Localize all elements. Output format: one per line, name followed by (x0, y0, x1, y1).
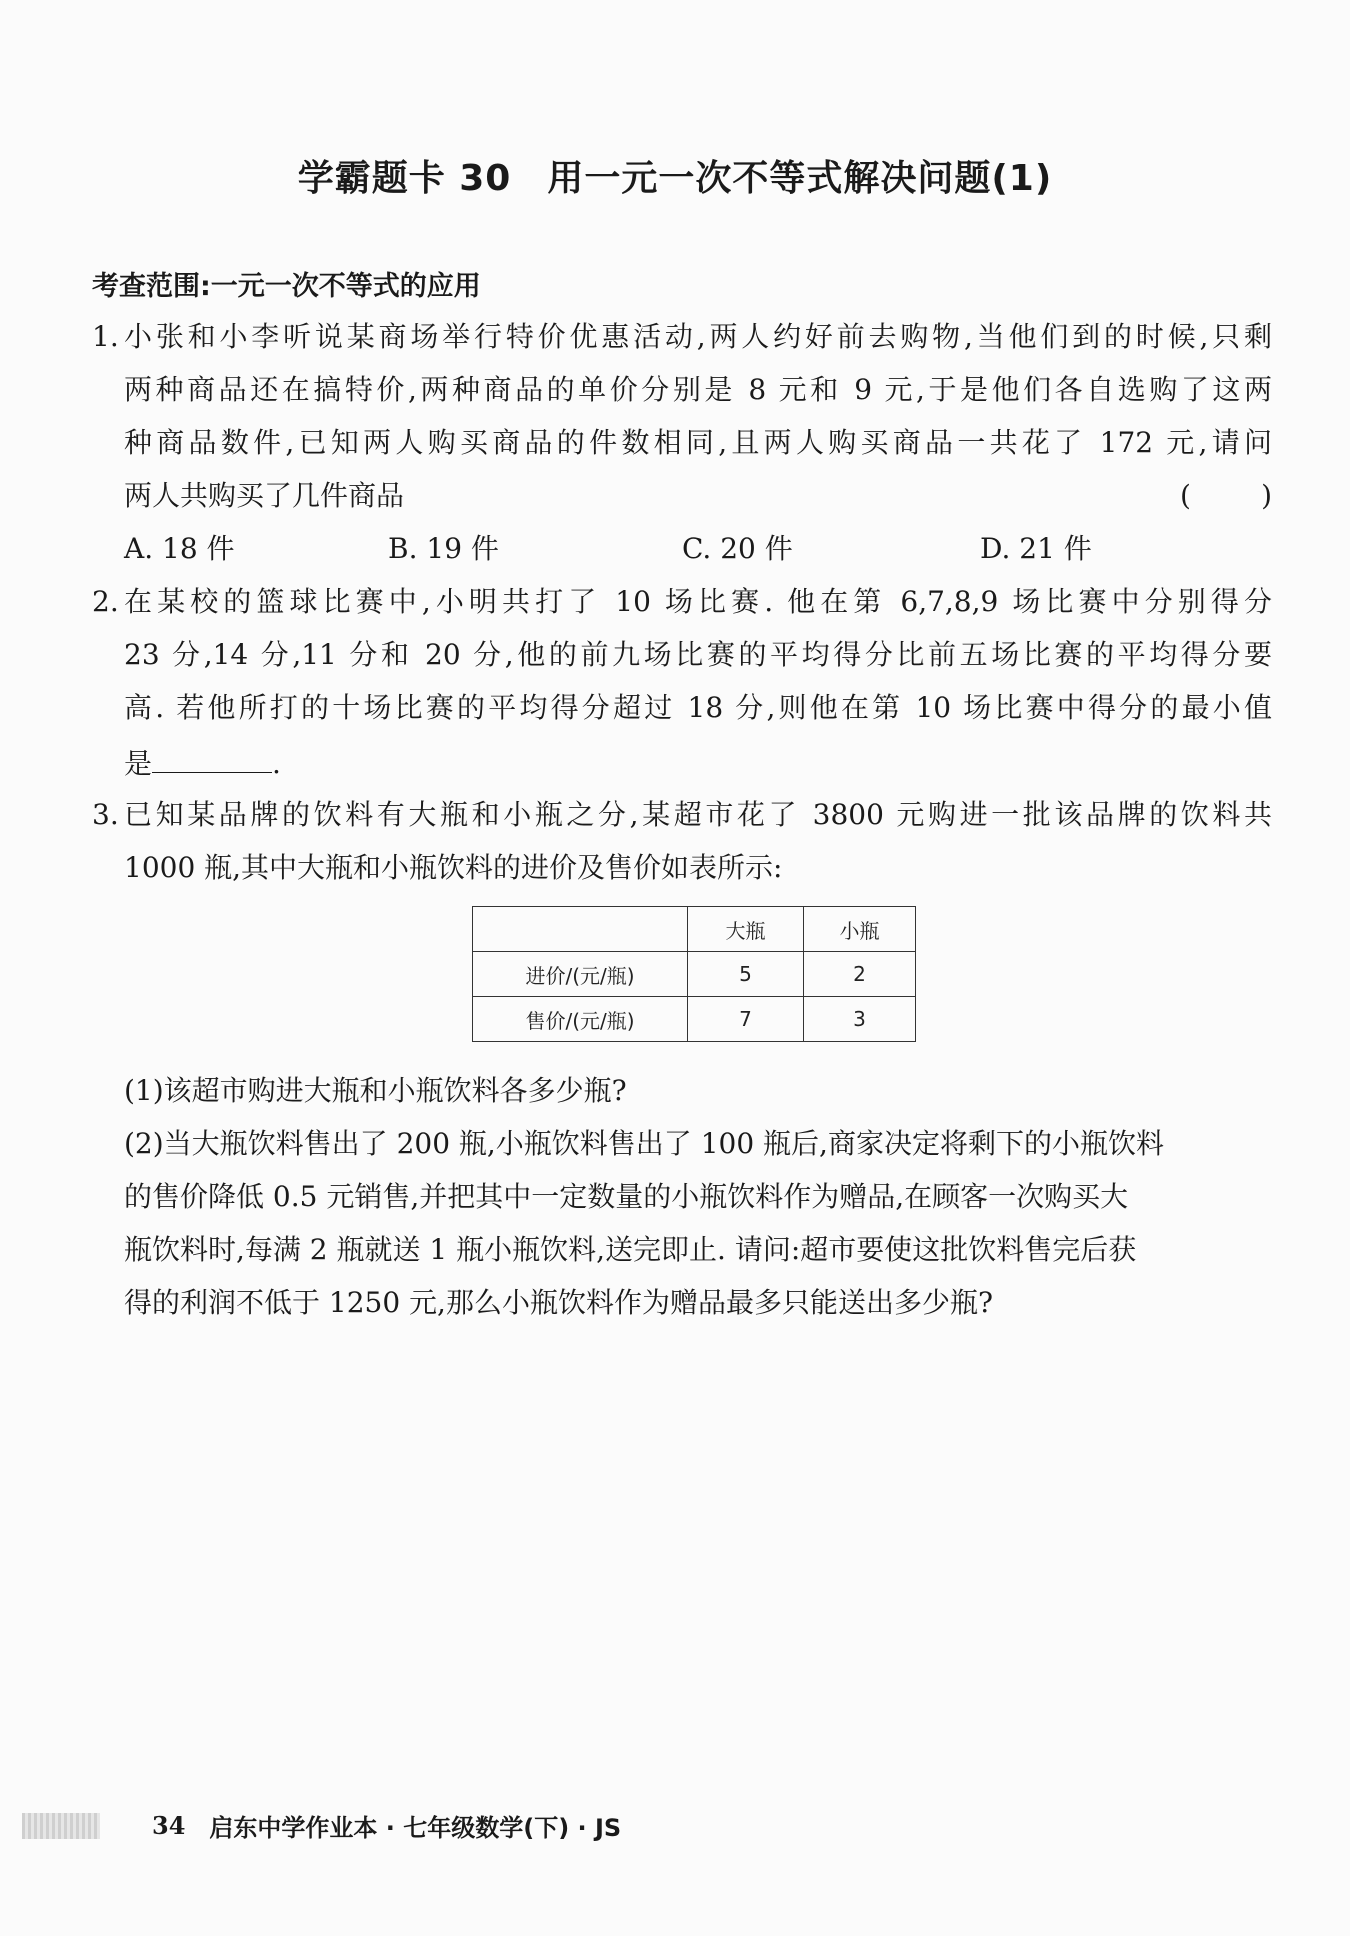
question-line-last (92, 734, 1272, 790)
page-title (0, 150, 1350, 201)
question-line: 1000 瓶,其中大瓶和小瓶饮料的进价及售价如表所示: (124, 851, 783, 884)
question-number: 2. (92, 585, 119, 618)
sub-question-1: (1)该超市购进大瓶和小瓶饮料各多少瓶? (124, 1074, 627, 1107)
answer-parentheses[interactable] (1180, 469, 1272, 522)
option-d[interactable]: D. 21 件 (980, 532, 1092, 565)
price-table (472, 906, 916, 1042)
paren-open: ( (1180, 479, 1191, 512)
answer-blank[interactable] (152, 734, 272, 773)
option-c[interactable]: C. 20 件 (682, 532, 793, 565)
title-card: 学霸题卡 30 (297, 158, 512, 199)
question-3 (92, 788, 1272, 894)
table-header-cell: 小瓶 (804, 907, 916, 952)
question-line: 高. 若他所打的十场比赛的平均得分超过 18 分,则他在第 10 场比赛中得分的最小值 (124, 691, 1272, 724)
sub-question-2 (124, 1117, 1272, 1329)
table-row (473, 952, 916, 997)
question-line: 是 (124, 747, 153, 780)
question-line: 的售价降低 0.5 元销售,并把其中一定数量的小瓶饮料作为赠品,在顾客一次购买大 (124, 1180, 1129, 1213)
table-header-row (473, 907, 916, 952)
question-line: 种商品数件,已知两人购买商品的件数相同,且两人购买商品一共花了 172 元,请问 (124, 426, 1272, 459)
question-line-last (92, 469, 1272, 522)
question-line: 瓶饮料时,每满 2 瓶就送 1 瓶小瓶饮料,送完即止. 请问:超市要使这批饮料售完后获 (124, 1233, 1137, 1266)
question-number: 3. (92, 798, 119, 831)
table-cell: 5 (688, 952, 804, 997)
page-number: 34 (152, 1811, 186, 1840)
table-header-cell (473, 907, 688, 952)
option-a[interactable]: A. 18 件 (124, 532, 235, 565)
paren-close: ) (1261, 479, 1272, 512)
option-b[interactable]: B. 19 件 (388, 532, 499, 565)
table-header-cell: 大瓶 (688, 907, 804, 952)
title-topic: 用一元一次不等式解决问题(1) (547, 158, 1053, 199)
table-cell: 进价/(元/瓶) (473, 952, 688, 997)
question-line-end: . (272, 747, 281, 780)
question-2 (92, 575, 1272, 790)
table-cell: 2 (804, 952, 916, 997)
table-cell: 售价/(元/瓶) (473, 997, 688, 1042)
page-footer (22, 1808, 621, 1843)
table-cell: 7 (688, 997, 804, 1042)
question-line: 两人共购买了几件商品 (124, 479, 405, 512)
question-line: 已知某品牌的饮料有大瓶和小瓶之分,某超市花了 3800 元购进一批该品牌的饮料共 (124, 798, 1272, 831)
question-line: 23 分,14 分,11 分和 20 分,他的前九场比赛的平均得分比前五场比赛的平均得分要 (124, 638, 1272, 671)
question-line: 得的利润不低于 1250 元,那么小瓶饮料作为赠品最多只能送出多少瓶? (124, 1286, 993, 1319)
question-line: (2)当大瓶饮料售出了 200 瓶,小瓶饮料售出了 100 瓶后,商家决定将剩下的小瓶饮料 (124, 1127, 1164, 1160)
question-line: 在某校的篮球比赛中,小明共打了 10 场比赛. 他在第 6,7,8,9 场比赛中分别得分 (124, 585, 1272, 618)
question-number: 1. (92, 320, 119, 353)
book-title: 启东中学作业本 · 七年级数学(下) · JS (209, 1814, 622, 1842)
table-row (473, 997, 916, 1042)
question-line: 两种商品还在搞特价,两种商品的单价分别是 8 元和 9 元,于是他们各自选购了这两 (124, 373, 1272, 406)
footer-decoration (22, 1813, 100, 1839)
question-1 (92, 310, 1272, 522)
table-cell: 3 (804, 997, 916, 1042)
exam-scope: 考查范围:一元一次不等式的应用 (92, 271, 481, 302)
question-line: 小张和小李听说某商场举行特价优惠活动,两人约好前去购物,当他们到的时候,只剩 (124, 320, 1272, 353)
